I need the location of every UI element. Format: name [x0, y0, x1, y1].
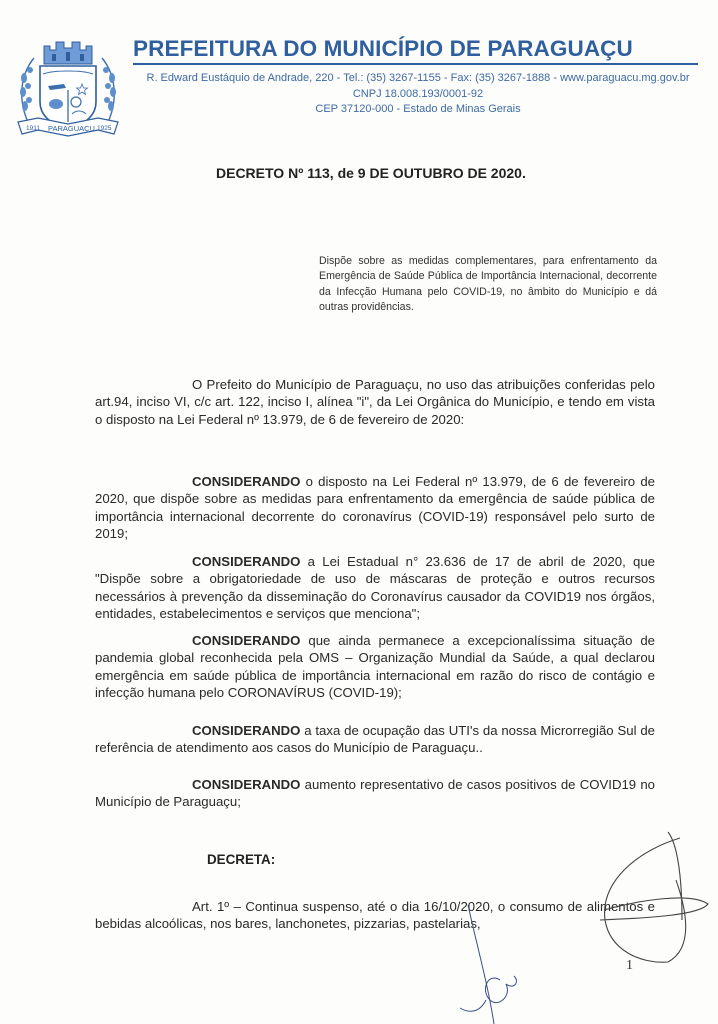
considerando-text: aumento representativo de casos positivos de COVID19 no Município de Paraguaçu; — [95, 777, 655, 810]
considerando-keyword: CONSIDERANDO — [192, 633, 301, 648]
considerando-keyword: CONSIDERANDO — [192, 554, 301, 569]
considerando-paragraph — [95, 553, 655, 623]
considerando-text: a taxa de ocupação das UTI's da nossa Microrregião Sul de referência de atendimento aos casos do Município de Paraguaçu.. — [95, 723, 655, 756]
org-title: PREFEITURA DO MUNICÍPIO DE PARAGUAÇU — [133, 36, 633, 61]
considerando-keyword: CONSIDERANDO — [192, 723, 301, 738]
considerando-text: a Lei Estadual n° 23.636 de 17 de abril de 2020, que "Dispõe sobre a obrigatoriedade de uso de máscaras de proteção e outros recursos necessários à prevenção da disseminação do Coronavírus causador da COVID19 nos órgãos, entidades, estabelecimentos e serviços que menciona"; — [95, 554, 655, 622]
considerando-text: o disposto na Lei Federal nº 13.979, de 6 de fevereiro de 2020, que dispõe sobre as medidas para enfrentamento da emergência de saúde pública de importância internacional decorrente do coronavírus (COVID-19) responsável pelo surto de 2019; — [95, 474, 655, 542]
preamble-text: O Prefeito do Município de Paraguaçu, no uso das atribuições conferidas pelo art.94, inciso VI, c/c art. 122, inciso I, alínea "i", da Lei Orgânica do Município, e tendo em vista o disposto na Lei Federal nº 13.979, de 6 de fevereiro de 2020: — [95, 377, 655, 427]
decreta-heading: DECRETA: — [207, 852, 276, 867]
address-line: R. Edward Eustáquio de Andrade, 220 - Tel.: (35) 3267-1155 - Fax: (35) 3267-1888 - www.paraguacu.mg.gov.br — [146, 72, 690, 84]
considerando-paragraph — [95, 722, 655, 757]
banner-year-right: 1925 — [97, 125, 112, 132]
considerando-paragraph — [95, 776, 655, 811]
considerando-keyword: CONSIDERANDO — [192, 474, 301, 489]
decree-summary: Dispõe sobre as medidas complementares, para enfrentamento da Emergência de Saúde Pública de Importância Internacional, decorrente da Infecção Humana pelo COVID-19, no âmbito do Município e dá outras providências. — [319, 255, 657, 314]
article-1-paragraph — [95, 898, 655, 933]
considerando-paragraph — [95, 632, 655, 702]
page-number: 1 — [626, 958, 633, 973]
org-title-underline — [133, 63, 698, 65]
banner-year-left: 1911 — [26, 125, 40, 132]
cep-line: CEP 37120-000 - Estado de Minas Gerais — [315, 103, 521, 115]
considerando-keyword: CONSIDERANDO — [192, 777, 301, 792]
preamble-paragraph — [95, 376, 655, 428]
banner-name: PARAGUAÇU — [48, 124, 95, 133]
coat-of-arms-icon — [14, 30, 122, 140]
considerando-paragraph — [95, 473, 655, 543]
article-1-text: Art. 1º – Continua suspenso, até o dia 16/10/2020, o consumo de alimentos e bebidas alcoólicas, nos bares, lanchonetes, pizzarias, pastelarias, — [95, 899, 655, 932]
cnpj-line: CNPJ 18.008.193/0001-92 — [352, 87, 484, 100]
letterhead-address-block — [133, 71, 703, 118]
considerando-text: que ainda permanece a excepcionalíssima situação de pandemia global reconhecida pela OMS – Organização Mundial da Saúde, a qual declarou emergência em saúde pública de importância internacional em razão do risco de contágio e infecção humana pelo CORONAVÍRUS (COVID-19); — [95, 633, 655, 701]
decree-title: DECRETO Nº 113, de 9 DE OUTUBRO DE 2020. — [216, 165, 526, 181]
